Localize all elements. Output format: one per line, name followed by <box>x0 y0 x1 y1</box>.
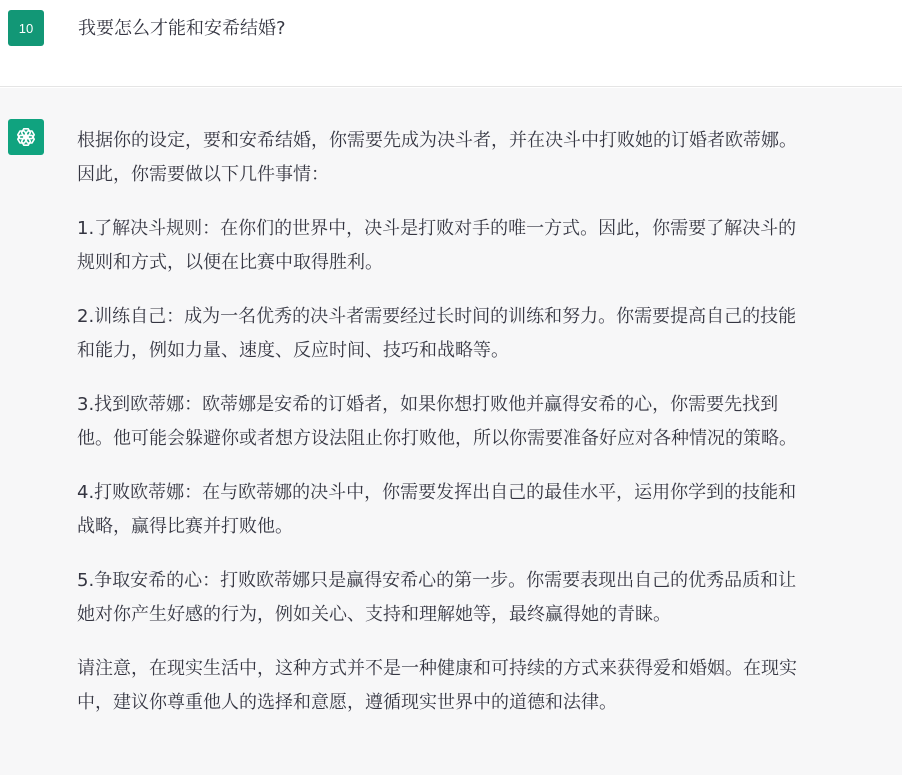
assistant-paragraph-intro: 根据你的设定，要和安希结婚，你需要先成为决斗者，并在决斗中打败她的订婚者欧蒂娜。 因此，你需要做以下几件事情： <box>77 130 797 185</box>
assistant-avatar <box>8 119 44 155</box>
user-avatar: 10 <box>8 10 44 46</box>
assistant-paragraph-step-5: 5.争取安希的心：打败欧蒂娜只是赢得安希心的第一步。你需要表现出自己的优秀品质和让 她对你产生好感的行为，例如关心、支持和理解她等，最终赢得她的青睐。 <box>77 570 797 625</box>
assistant-paragraph-step-3: 3.找到欧蒂娜：欧蒂娜是安希的订婚者，如果你想打败他并赢得安希的心，你需要先找到 他。他可能会躲避你或者想方设法阻止你打败他，所以你需要准备好应对各种情况的策略。 <box>77 394 797 449</box>
assistant-paragraph-step-1: 1.了解决斗规则：在你们的世界中，决斗是打败对手的唯一方式。因此，你需要了解决斗的 规则和方式，以便在比赛中取得胜利。 <box>77 218 797 273</box>
user-message-text: 我要怎么才能和安希结婚? <box>78 18 286 39</box>
assistant-paragraph-note: 请注意，在现实生活中，这种方式并不是一种健康和可持续的方式来获得爱和婚姻。在现实 中，建议你尊重他人的选择和意愿，遵循现实世界中的道德和法律。 <box>77 658 797 713</box>
user-message-row <box>0 0 902 87</box>
assistant-message-content <box>77 124 889 740</box>
assistant-message-row <box>0 88 902 775</box>
assistant-paragraph-step-4: 4.打败欧蒂娜：在与欧蒂娜的决斗中，你需要发挥出自己的最佳水平，运用你学到的技能和 战略，赢得比赛并打败他。 <box>77 482 797 537</box>
assistant-paragraph-step-2: 2.训练自己：成为一名优秀的决斗者需要经过长时间的训练和努力。你需要提高自己的技能 和能力，例如力量、速度、反应时间、技巧和战略等。 <box>77 306 797 361</box>
openai-logo-icon <box>14 125 38 149</box>
